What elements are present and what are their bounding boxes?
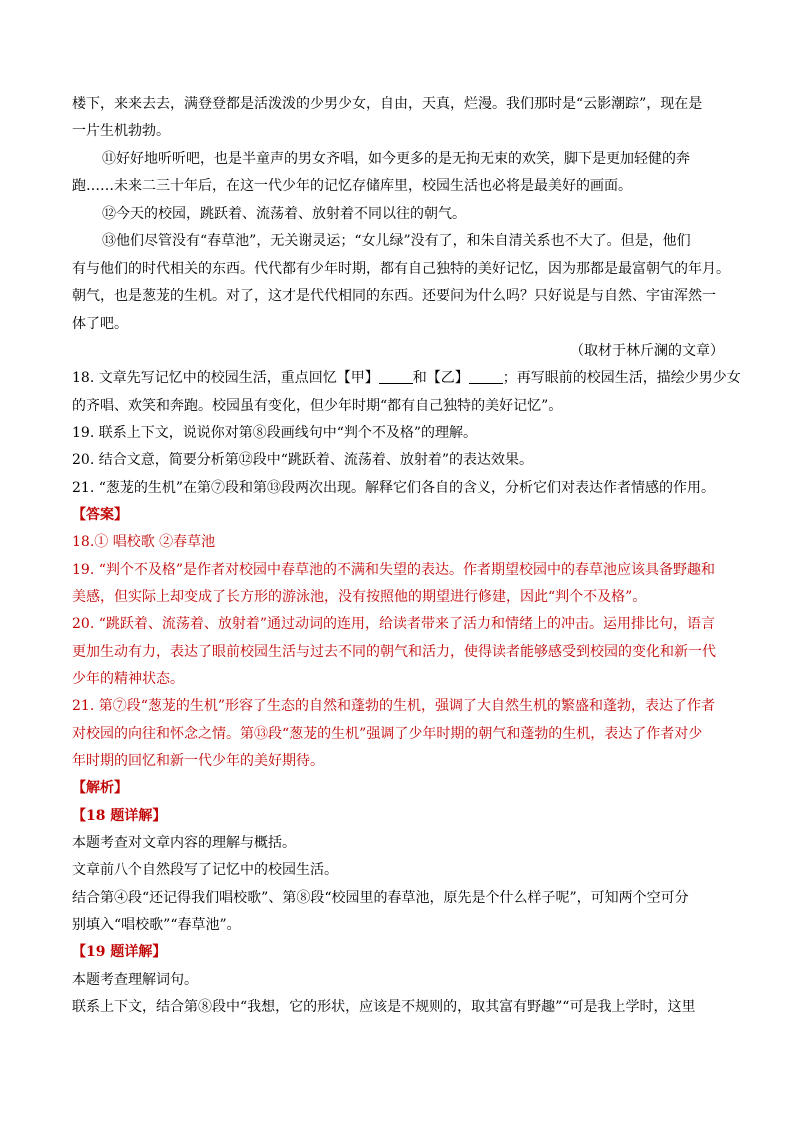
answer-21-line: 年时期的回忆和新一代少年的美好期待。 <box>72 753 324 769</box>
analysis-18-line: 本题考查对文章内容的理解与概括。 <box>72 835 296 851</box>
answer-21-line: 对校园的向往和怀念之情。第⑬段“葱茏的生机”强调了少年时期的朝气和蓬勃的生机，表达了作者对少 <box>72 726 703 742</box>
answer-blank-jia <box>379 371 413 384</box>
question-18-part-a: 18. 文章先写记忆中的校园生活，重点回忆【甲】 <box>72 370 379 386</box>
analysis-19-line: 联系上下文，结合第⑧段中“我想，它的形状，应该是不规则的，取其富有野趣”“可是我上学时，这里 <box>72 999 696 1015</box>
analysis-18-line: 文章前八个自然段写了记忆中的校园生活。 <box>72 862 338 878</box>
passage-line: 跑……未来二三十年后，在这一代少年的记忆存储库里，校园生活也必将是最美好的画面。 <box>72 178 632 194</box>
answer-21-line: 21. 第⑦段“葱茏的生机”形容了生态的自然和蓬勃的生机，强调了大自然生机的繁盛和蓬勃，表达了作者 <box>72 698 716 714</box>
question-18-line-2: 的齐唱、欢笑和奔跑。校园虽有变化，但少年时期“都有自己独特的美好记忆”。 <box>72 398 563 414</box>
question-19: 19. 联系上下文，说说你对第⑧段画线句中“判个不及格”的理解。 <box>72 425 478 441</box>
answer-header: 【答案】 <box>72 507 128 523</box>
answer-20-line: 少年的精神状态。 <box>72 671 184 687</box>
answer-19-line: 19. “判个不及格”是作者对校园中春草池的不满和失望的表达。作者期望校园中的春草池应该具备野趣和 <box>72 562 716 578</box>
passage-paragraph-11: ⑪好好地听听吧，也是半童声的男女齐唱，如今更多的是无拘无束的欢笑，脚下是更加轻健的奔 <box>102 151 690 167</box>
passage-paragraph-13: ⑬他们尽管没有“春草池”，无关谢灵运；“女儿绿”没有了，和朱自清关系也不大了。但是，他们 <box>102 233 691 249</box>
answer-20-line: 更加生动有力，表达了眼前校园生活与过去不同的朝气和活力，使得读者能够感受到校园的变化和新一代 <box>72 644 716 660</box>
answer-20-line: 20. “跳跃着、流荡着、放射着”通过动词的连用，给读者带来了活力和情绪上的冲击。运用排比句，语言 <box>72 616 716 632</box>
passage-paragraph-12: ⑫今天的校园，跳跃着、流荡着、放射着不同以往的朝气。 <box>102 206 466 222</box>
analysis-18-line: 别填入“唱校歌”“春草池”。 <box>72 917 241 933</box>
answer-19-line: 美感，但实际上却变成了长方形的游泳池，没有按照他的期望进行修建，因此“判个不及格”。 <box>72 589 647 605</box>
passage-line: 一片生机勃勃。 <box>72 123 170 139</box>
passage-line: 楼下，来来去去，满登登都是活泼泼的少男少女，自由，天真，烂漫。我们那时是“云影潮踪”，现在是 <box>72 96 703 112</box>
analysis-19-header: 【19 题详解】 <box>72 944 167 960</box>
question-20: 20. 结合文意，简要分析第⑫段中“跳跃着、流荡着、放射着”的表达效果。 <box>72 452 534 468</box>
answer-blank-yi <box>469 371 503 384</box>
question-18 <box>72 369 741 387</box>
analysis-18-header: 【18 题详解】 <box>72 808 167 824</box>
analysis-19-line: 本题考查理解词句。 <box>72 972 198 988</box>
passage-line: 朝气，也是葱茏的生机。对了，这才是代代相同的东西。还要问为什么吗？只好说是与自然、宇宙浑然一 <box>72 288 716 304</box>
question-18-part-c: ；再写眼前的校园生活，描绘少男少女 <box>502 370 741 386</box>
answer-18: 18.① 唱校歌 ②春草池 <box>72 534 216 550</box>
passage-line: 有与他们的时代相关的东西。代代都有少年时期，都有自己独特的美好记忆，因为那都是最富朝气的年月。 <box>72 261 730 277</box>
question-21: 21. “葱茏的生机”在第⑦段和第⑬段两次出现。解释它们各自的含义，分析它们对表达作者情感的作用。 <box>72 480 716 496</box>
analysis-header: 【解析】 <box>72 780 128 796</box>
passage-source: （取材于林斤澜的文章） <box>570 343 724 359</box>
passage-line: 体了吧。 <box>72 316 128 332</box>
question-18-part-b: 和【乙】 <box>412 370 469 386</box>
analysis-18-line: 结合第④段“还记得我们唱校歌”、第⑧段“校园里的春草池，原先是个什么样子呢”，可知两个空可分 <box>72 890 689 906</box>
